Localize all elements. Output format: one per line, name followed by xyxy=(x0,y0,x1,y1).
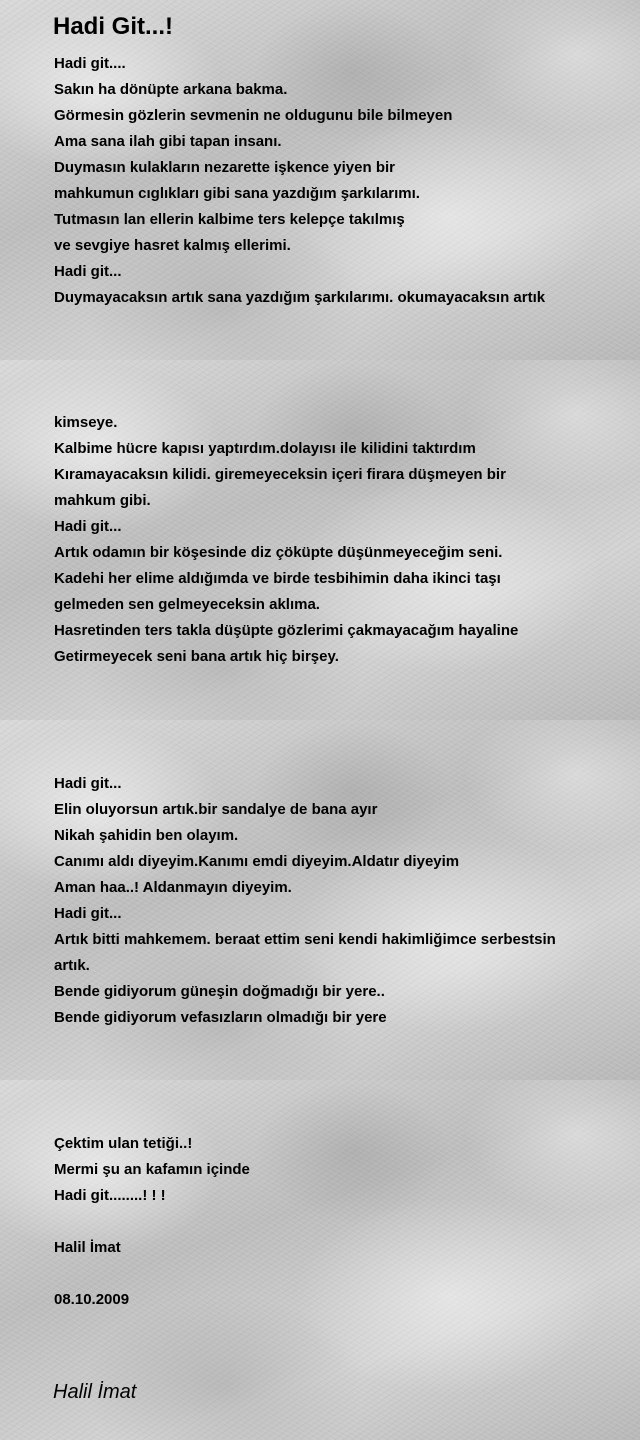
poem-line: Mermi şu an kafamın içinde xyxy=(54,1161,250,1178)
poem-line: Hadi git.... xyxy=(54,55,126,72)
poem-line: Ama sana ilah gibi tapan insanı. xyxy=(54,133,282,150)
poem-line: Hasretinden ters takla düşüpte gözlerimi çakmayacağım hayaline xyxy=(54,622,519,639)
blank-line xyxy=(54,1261,250,1287)
poem-line: Kıramayacaksın kilidi. giremeyeceksin içeri firara düşmeyen bir xyxy=(54,466,506,483)
poem-line: Hadi git... xyxy=(54,775,122,792)
poem-stanza-3 xyxy=(54,771,556,1031)
poem-line: Çektim ulan tetiği..! xyxy=(54,1135,193,1152)
poem-stanza-4 xyxy=(54,1131,250,1313)
poem-line: Görmesin gözlerin sevmenin ne oldugunu bile bilmeyen xyxy=(54,107,453,124)
poem-line: gelmeden sen gelmeyeceksin aklıma. xyxy=(54,596,320,613)
poem-line: Kadehi her elime aldığımda ve birde tesbihimin daha ikinci taşı xyxy=(54,570,501,587)
poem-line: Duymayacaksın artık sana yazdığım şarkılarımı. okumayacaksın artık xyxy=(54,289,546,306)
poem-line: Kalbime hücre kapısı yaptırdım.dolayısı ile kilidini taktırdım xyxy=(54,440,476,457)
poem-line: Hadi git... xyxy=(54,518,122,535)
poem-line: mahkumun cıglıkları gibi sana yazdığım şarkılarımı. xyxy=(54,185,420,202)
poem-line: Bende gidiyorum vefasızların olmadığı bir yere xyxy=(54,1009,387,1026)
poem-date: 08.10.2009 xyxy=(54,1291,130,1308)
poem-stanza-2 xyxy=(54,410,518,670)
poem-line: Getirmeyecek seni bana artık hiç birşey. xyxy=(54,648,339,665)
poem-line: Canımı aldı diyeyim.Kanımı emdi diyeyim.Aldatır diyeyim xyxy=(54,853,460,870)
poem-line: artık. xyxy=(54,957,90,974)
poem-line: Hadi git... xyxy=(54,905,122,922)
poem-line: Hadi git... xyxy=(54,263,122,280)
poem-line: Artık bitti mahkemem. beraat ettim seni kendi hakimliğimce serbestsin xyxy=(54,931,556,948)
poem-line: Bende gidiyorum güneşin doğmadığı bir yere.. xyxy=(54,983,385,1000)
poem-line: Tutmasın lan ellerin kalbime ters kelepçe takılmış xyxy=(54,211,405,228)
poem-line: kimseye. xyxy=(54,414,118,431)
poem-line: Nikah şahidin ben olayım. xyxy=(54,827,239,844)
poem-line: Hadi git........! ! ! xyxy=(54,1187,166,1204)
poem-author: Halil İmat xyxy=(54,1239,121,1256)
poem-stanza-1 xyxy=(54,51,545,311)
poem-title: Hadi Git...! xyxy=(53,13,173,40)
author-signature: Halil İmat xyxy=(53,1381,137,1403)
poem-line: Duymasın kulakların nezarette işkence yiyen bir xyxy=(54,159,395,176)
blank-line xyxy=(54,1209,250,1235)
poem-line: Aman haa..! Aldanmayın diyeyim. xyxy=(54,879,292,896)
poem-line: Artık odamın bir köşesinde diz çöküpte düşünmeyeceğim seni. xyxy=(54,544,503,561)
poem-line: mahkum gibi. xyxy=(54,492,151,509)
poem-line: Elin oluyorsun artık.bir sandalye de bana ayır xyxy=(54,801,378,818)
poem-line: Sakın ha dönüpte arkana bakma. xyxy=(54,81,288,98)
poem-line: ve sevgiye hasret kalmış ellerimi. xyxy=(54,237,291,254)
